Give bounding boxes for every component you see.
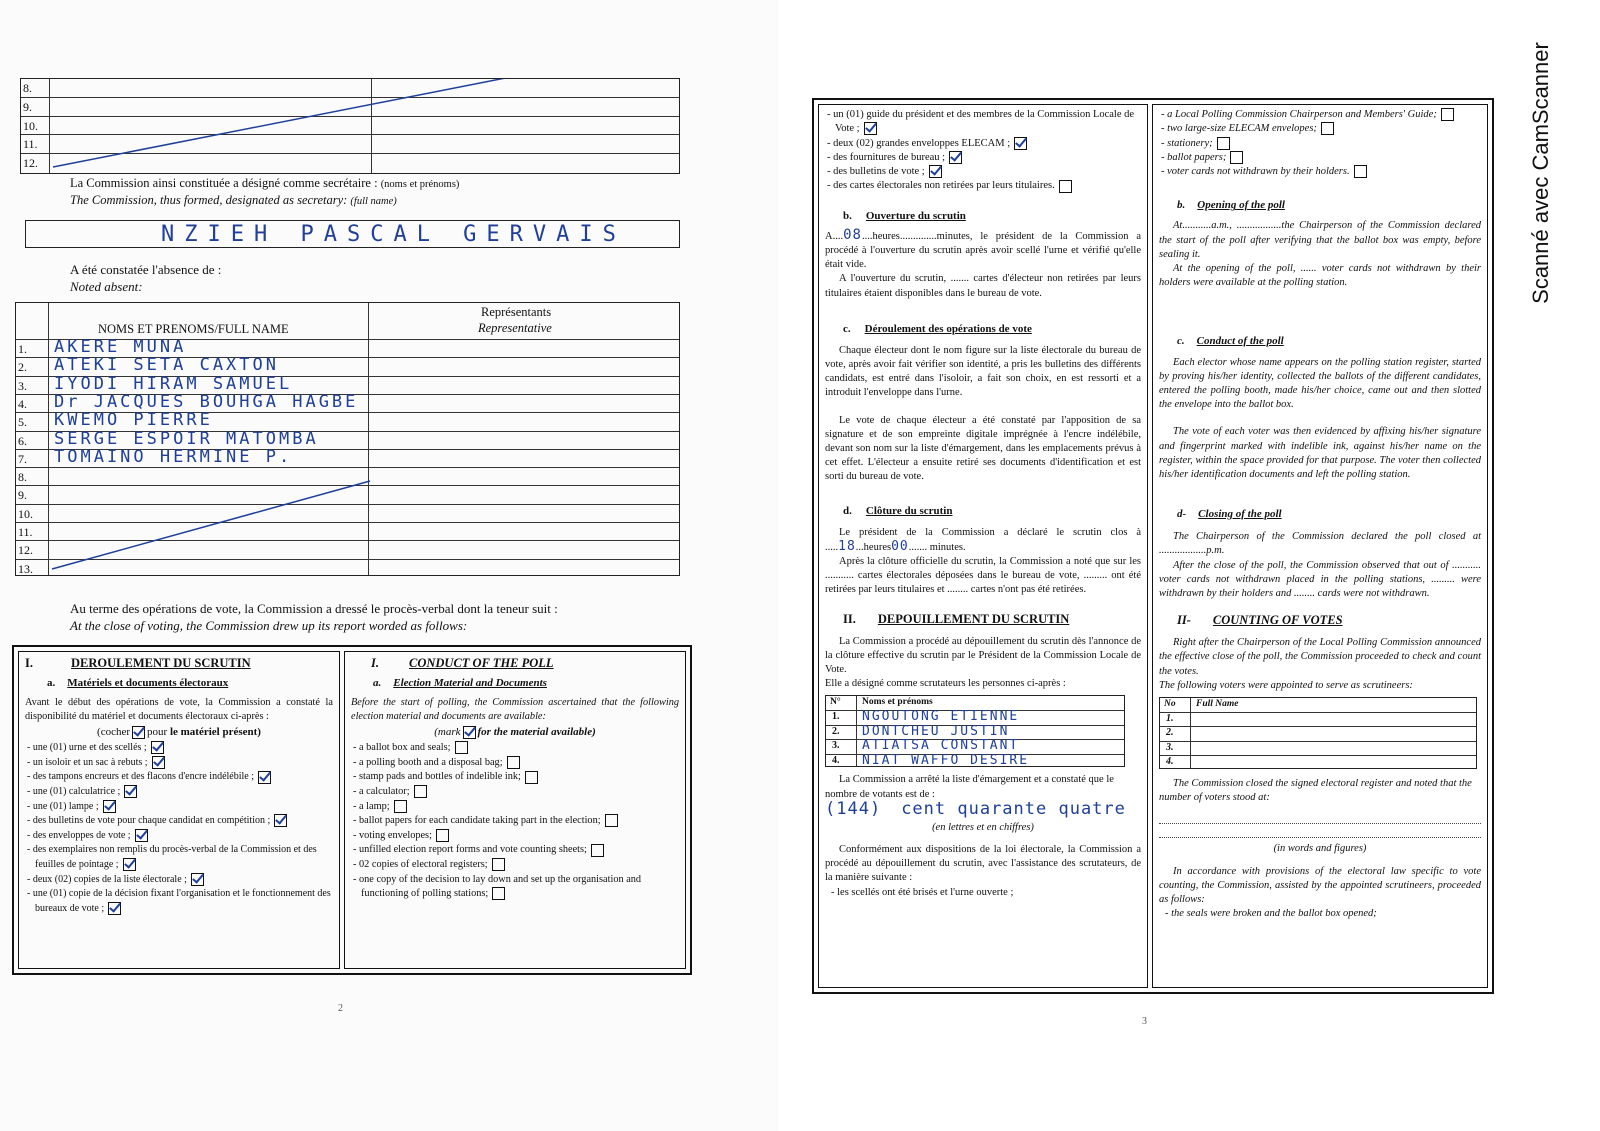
right-page	[790, 0, 1560, 1131]
row-number: 4.	[18, 396, 27, 411]
checklist-item-label: - a polling booth and a disposal bag;	[353, 756, 503, 768]
checklist-item	[351, 858, 679, 873]
checkbox[interactable]	[1441, 108, 1454, 121]
left-page	[0, 0, 778, 1131]
checklist-item-label: - ballot papers for each candidate taking part in the election;	[353, 815, 601, 827]
row-number: 1.	[18, 342, 27, 356]
checkbox[interactable]	[151, 741, 164, 754]
fr-words-note: (en lettres et en chiffres)	[932, 821, 1034, 833]
table-row	[826, 754, 1124, 769]
fr-counting-p3: La Commission a arrêté la liste d'émargement et a constaté que le nombre de votants est de :	[825, 774, 1114, 800]
strike-line	[21, 79, 681, 175]
absent-name: AKERE MUNA	[54, 337, 187, 357]
camscanner-watermark: Scanné avec CamScanner	[1528, 42, 1553, 304]
scrutineer-name: NIAT WAFFO DESIRE	[862, 752, 1030, 768]
checklist-item	[825, 108, 1141, 137]
checklist-item-label: - deux (02) copies de la liste électorale ;	[27, 873, 187, 885]
checkbox[interactable]	[123, 858, 136, 871]
en-counting-p3: The Commission closed the signed electoral register and noted that the number of voters stood at:	[1159, 777, 1472, 804]
row-number: 8.	[23, 81, 32, 95]
report-intro-en: At the close of voting, the Commission drew up its report worded as follows:	[70, 618, 468, 633]
secretary-label-en: The Commission, thus formed, designated as secretary: (full name)	[70, 193, 397, 207]
table-row	[1160, 712, 1476, 727]
en-intro: Before the start of polling, the Commission ascertained that the following election material and documents are available:	[351, 697, 679, 722]
checklist-item	[351, 741, 679, 756]
checklist-item	[351, 814, 679, 829]
checkbox[interactable]	[103, 800, 116, 813]
absent-table	[15, 302, 680, 576]
checklist-item-label: - ballot papers;	[1161, 151, 1227, 163]
checklist-item	[1159, 122, 1481, 136]
checklist-item-label: - des fournitures de bureau ;	[827, 151, 946, 163]
checkbox[interactable]	[394, 800, 407, 813]
checklist-item-label: - des bulletins de vote ;	[827, 166, 925, 178]
checklist-item	[1159, 108, 1481, 122]
checkbox-sample	[463, 726, 476, 739]
absent-name: ATEKI SETA CAXTON	[54, 355, 279, 376]
checkbox[interactable]	[152, 756, 165, 769]
checklist-item-label: - une (01) copie de la décision fixant l'organisation et le fonctionnement des bureaux de vote ;	[27, 888, 331, 914]
scrutineer-name: ATIATSA CONSTANT	[862, 738, 1020, 754]
row-number: 8.	[18, 470, 27, 485]
fr-opening-p2: A l'ouverture du scrutin, ....... cartes d'électeur non retirées par leurs titulaires étaient disponibles dans le bureau de vote.	[825, 273, 1141, 299]
table-row	[1160, 741, 1476, 756]
checklist-item	[351, 829, 679, 844]
page-number-right: 3	[1142, 1016, 1147, 1027]
checklist-item	[25, 814, 333, 829]
conduct-fr-column: I. DEROULEMENT DU SCRUTIN a. Matériels et documents électoraux Avant le début des opérations de vote, la Commission a constaté la disponibilité du matériel et documents électoraux ci-après : (cocher pour le matériel présent) - une (01) urne et des scellés ; - un isoloir et un sac à rebuts ; - des tampons encreurs et des flacons d'encre indélébile ; - une (01) calculatrice ; - une (01) lampe ; - des bulletins de vote pour chaque candidat en compétition ; - des enveloppes de vote ; - des exemplaires non remplis du procès-verbal de la Commission et des feuilles de pointage ; - deux (02) copies de la liste électorale ; - une (01) copie de la décision fixant l'organisation et le fonctionnement des bureaux de vote ;	[18, 651, 340, 969]
fr-counting-p1: La Commission a procédé au dépouillement du scrutin dès l'annonce de la clôture effective du scrutin par le Président de la Commission Locale de Vote.	[825, 635, 1141, 676]
checkbox[interactable]	[525, 771, 538, 784]
checklist-item-label: - des exemplaires non remplis du procès-verbal de la Commission et des feuilles de pointage ;	[27, 844, 317, 870]
checklist-item	[25, 741, 333, 756]
fr-closing-p2: Après la clôture officielle du scrutin, la Commission a noté que sur les ........... cartes électorales déposées dans le bureau de vote, ......... ont été retirées par leurs titulaires et ........ cartes n'ont pas été retirées.	[825, 556, 1141, 596]
absent-label-fr: A été constatée l'absence de :	[70, 262, 222, 277]
row-number: 2.	[1166, 727, 1174, 739]
row-number: 9.	[18, 488, 27, 503]
checkbox[interactable]	[108, 902, 121, 915]
en-closing-p2: After the close of the poll, the Commission observed that out of ........... voter cards not withdrawn placed in the polling stations, ......... were withdrawn by their holders and ........ cards were not withdrawn.	[1159, 559, 1481, 599]
checkbox-sample	[132, 726, 145, 739]
checklist-item-label: - des bulletins de vote pour chaque candidat en compétition ;	[27, 815, 271, 827]
checklist-item-label: - unfilled election report forms and vote counting sheets;	[353, 844, 587, 856]
fr-counting-last: - les scellés ont été brisés et l'urne ouverte ;	[831, 886, 1014, 898]
conduct-box	[12, 645, 692, 975]
checklist-item	[825, 151, 1141, 165]
checkbox[interactable]	[135, 829, 148, 842]
absent-name: KWEMO PIERRE	[54, 410, 213, 431]
row-number: 2.	[832, 725, 840, 737]
checklist-item-label: - stamp pads and bottles of indelible ink;	[353, 771, 521, 783]
checklist-item-label: - deux (02) grandes enveloppes ELECAM ;	[827, 137, 1011, 149]
checkbox[interactable]	[929, 165, 942, 178]
checklist-item	[25, 785, 333, 800]
row-number: 3.	[1166, 741, 1174, 753]
checklist-item-label: - a ballot box and seals;	[353, 742, 451, 754]
checklist-item-label: - two large-size ELECAM envelopes;	[1161, 123, 1317, 135]
section-title-fr: DEROULEMENT DU SCRUTIN	[71, 656, 251, 670]
absent-header-rep-fr: Représentants	[481, 305, 552, 319]
checklist-item-label: - un isoloir et un sac à rebuts ;	[27, 756, 148, 768]
en-closing-p1: The Chairperson of the Commission declared the poll closed at ..................p.m.	[1159, 531, 1481, 557]
row-number: 12.	[18, 543, 33, 558]
checklist-item	[25, 770, 333, 785]
scrutineer-name: DONTCHEU JUSTIN	[862, 723, 1010, 739]
checklist-item	[351, 756, 679, 771]
fr-closing-p1: Le président de la Commission a déclaré le scrutin clos à .....18...heures00....... minutes.	[825, 526, 1141, 554]
checklist-item-label: - des tampons encreurs et des flacons d'encre indélébile ;	[27, 771, 254, 783]
checkbox[interactable]	[274, 814, 287, 827]
absent-label-en: Noted absent:	[70, 279, 143, 294]
checkbox[interactable]	[436, 829, 449, 842]
voters-words: cent quarante quatre	[901, 798, 1126, 819]
checkbox[interactable]	[191, 873, 204, 886]
absent-header-rep-en: Representative	[478, 321, 552, 335]
checklist-item	[25, 800, 333, 815]
fr-scrutineers-table: N° Noms et prénoms 1. NGOUTONG ETIENNE 2. DONTCHEU JUSTIN 3. ATIATSA CONSTANT 4. NIAT WAFFO DESIRE	[825, 695, 1125, 767]
fr-voters-count	[825, 800, 1141, 819]
absent-name: TOMAINO HERMINE P.	[54, 446, 293, 467]
right-box	[812, 98, 1494, 994]
row-number: 10.	[18, 506, 33, 521]
checklist-item	[351, 800, 679, 815]
en-opening-p2: At the opening of the poll, ...... voter cards not withdrawn by their holders were available at the polling station.	[1159, 263, 1481, 289]
row-number: 4.	[832, 754, 840, 766]
en-words-note: (in words and figures)	[1273, 843, 1367, 855]
fr-mark-line: (cocher pour le matériel présent)	[97, 726, 261, 738]
checklist-item	[25, 887, 333, 916]
dotted-line	[1159, 836, 1481, 838]
row-number: 6.	[18, 433, 27, 448]
checklist-item	[351, 873, 679, 902]
checkbox[interactable]	[1059, 180, 1072, 193]
checklist-item	[25, 873, 333, 888]
fr-counting-p4: Conformément aux dispositions de la loi électorale, la Commission a procédé au dépouillement du scrutin, avec l'assistance des scrutateurs, de la manière suivante :	[825, 844, 1141, 884]
en-opening-p1: At...........a.m., .................the Chairperson of the Commission declared the start of the poll after verifying that the ballot box was empty, before sealing it.	[1159, 220, 1481, 260]
scrutineer-name: NGOUTONG ETIENNE	[862, 709, 1020, 725]
fr-conduct-p1: Chaque électeur dont le nom figure sur la liste électorale du bureau de vote, après avoir fait vérifier son identité, a pris les bulletins des différents candidats, est entré dans l'isoloir, a fait son choix, en est ressorti et a introduit l'enveloppe dans l'urne.	[825, 344, 1141, 399]
row-number: 3.	[832, 740, 840, 752]
right-en-column: - a Local Polling Commission Chairperson and Members' Guide; - two large-size ELECAM envelopes; - stationery; - ballot papers; - voter cards not withdrawn by their holders. b. Opening of the poll At...........a.m., .................the Chairperson of the Commission declared the start of the poll after verifying that the ballot box was empty, before sealing it. At the opening of the poll, ...... voter cards not withdrawn by their holders were available at the polling station. c. Conduct of the poll Each elector whose name appears on the polling station register, started by proving his/her identity, collected the ballots of the different candidates, entered the polling booth, made his/her choice, came out and then slotted the envelope into the ballot box. The vote of each voter was then evidenced by affixing his/her signature and fingerprint marked with indelible ink, against his/her name on the register, within the space provided for that purpose. The voter then collected his/her identification documents and left the polling station. d- Closing of the poll The Chairperson of the Commission declared the poll closed at ..................p.m. After the close of the poll, the Commission observed that out of ........... voter cards not withdrawn placed in the polling stations, ......... were withdrawn by their holders and ........ cards were not withdrawn. II- COUNTING OF VOTES Right after the Chairperson of the Local Polling Commission announced the effective close of the poll, the Commission proceeded to check and count the votes. The following voters were appointed to serve as scrutineers: No Full Name 1. 2. 3. 4. The Commission closed the signed electoral register and noted that the number of voters stood at: (in words and figures) In accordance with provisions of the electoral law specific to vote counting, the Commission, assisted by the appointed scrutineers, proceeded as follows: - the seals were broken and the ballot box opened;	[1152, 104, 1488, 988]
row-number: 13.	[18, 561, 33, 576]
checkbox[interactable]	[258, 771, 271, 784]
table-row	[1160, 726, 1476, 741]
secretary-label-fr: La Commission ainsi constituée a désigné comme secrétaire : (noms et prénoms)	[70, 176, 460, 190]
dotted-line	[1159, 815, 1481, 824]
fr-intro: Avant le début des opérations de vote, la Commission a constaté la disponibilité du matériel et documents électoraux ci-après :	[25, 697, 333, 722]
checklist-item	[825, 137, 1141, 151]
row-number: 11.	[18, 525, 33, 539]
en-counting-p1: Right after the Chairperson of the Local Polling Commission announced the effective close of the poll, the Commission proceeded to check and count the votes.	[1159, 637, 1481, 677]
secretary-box	[25, 220, 680, 248]
en-counting-p4: In accordance with provisions of the electoral law specific to vote counting, the Commission, assisted by the appointed scrutineers, proceeded as follows:	[1159, 865, 1481, 905]
checklist-item	[25, 756, 333, 771]
checkbox[interactable]	[507, 756, 520, 769]
checklist-item-label: - a Local Polling Commission Chairperson and Members' Guide;	[1161, 109, 1437, 120]
row-number: 1.	[1166, 712, 1174, 724]
checkbox[interactable]	[492, 887, 505, 900]
checkbox[interactable]	[1014, 137, 1027, 150]
row-number: 10.	[23, 118, 38, 133]
checkbox[interactable]	[591, 844, 604, 857]
checkbox[interactable]	[1217, 137, 1230, 150]
checklist-item	[1159, 165, 1481, 179]
checkbox[interactable]	[1230, 151, 1243, 164]
absent-name: Dr JACQUES BOUHGA HAGBE	[54, 391, 359, 412]
table-row	[1160, 755, 1476, 770]
checklist-item-label: - des cartes électorales non retirées par leurs titulaires.	[827, 180, 1055, 192]
checklist-item-label: - one copy of the decision to lay down and set up the organisation and functioning of polling stations;	[353, 873, 642, 900]
checkbox[interactable]	[1354, 165, 1367, 178]
checkbox[interactable]	[864, 122, 877, 135]
checklist-item	[825, 179, 1141, 193]
row-number: 9.	[23, 100, 32, 115]
row-number: 4.	[1166, 756, 1174, 768]
strike-line	[16, 303, 681, 577]
checklist-item-label: - a calculator;	[353, 785, 410, 797]
en-counting-last: - the seals were broken and the ballot box opened;	[1165, 908, 1377, 920]
checklist-item-label: - des enveloppes de vote ;	[27, 829, 131, 841]
checklist-item	[351, 785, 679, 800]
fr-counting-p2: Elle a désigné comme scrutateurs les personnes ci-après :	[825, 678, 1066, 690]
checklist-item-label: - une (01) lampe ;	[27, 800, 99, 812]
en-counting-p2: The following voters were appointed to serve as scrutineers:	[1159, 679, 1413, 691]
absent-name: SERGE ESPOIR MATOMBA	[54, 428, 319, 449]
row-number: 1.	[832, 711, 840, 723]
en-mark-line: (mark for the material available)	[434, 726, 596, 738]
en-scrutineers-table: No Full Name 1. 2. 3. 4.	[1159, 697, 1477, 769]
checklist-item-label: - une (01) calculatrice ;	[27, 785, 121, 797]
checklist-item	[1159, 137, 1481, 151]
checkbox[interactable]	[455, 741, 468, 754]
right-fr-column: - un (01) guide du président et des membres de la Commission Locale de Vote ; - deux (02) grandes enveloppes ELECAM ; - des fournitures de bureau ; - des bulletins de vote ; - des cartes électorales non retirées par leurs titulaires. b. Ouverture du scrutin A....08....heures..............minutes, le président de la Commission a procédé à l'ouverture du scrutin après avoir scellé l'urne et vérifié qu'elle était vide. A l'ouverture du scrutin, ....... cartes d'électeur non retirées par leurs titulaires étaient disponibles dans le bureau de vote. c. Déroulement des opérations de vote Chaque électeur dont le nom figure sur la liste électorale du bureau de vote, après avoir fait vérifier son identité, a pris les bulletins des différents candidats, est entré dans l'isoloir, a fait son choix, en est ressorti et a introduit l'enveloppe dans l'urne. Le vote de chaque électeur a été constaté par l'apposition de sa signature et de son empreinte digitale imprégnée à l'encre indélébile, devant son nom sur la liste d'émargement, dans les emplacements prévus à cet effet. L'électeur a ensuite retiré ses documents d'identification et est sorti du bureau de vote. d. Clôture du scrutin Le président de la Commission a déclaré le scrutin clos à .....18...heures00....... minutes. Après la clôture officielle du scrutin, la Commission a noté que sur les ........... cartes électorales déposées dans le bureau de vote, ......... ont été retirées par leurs titulaires et ........ cartes n'ont pas été retirées. II. DEPOUILLEMENT DU SCRUTIN La Commission a procédé au dépouillement du scrutin dès l'annonce de la clôture effective du scrutin par le Président de la Commission Locale de Vote. Elle a désigné comme scrutateurs les personnes ci-après : N° Noms et prénoms 1. NGOUTONG ETIENNE 2. DONTCHEU JUSTIN 3. ATIATSA CONSTANT 4. NIAT WAFFO DESIRE La Commission a arrêté la liste d'émargement et a constaté que le nombre de votants est de : (144) cent quarante quatre (en lettres et en chiffres) Conformément aux dispositions de la loi électorale, la Commission a procédé au dépouillement du scrutin, avec l'assistance des scrutateurs, de la manière suivante : - les scellés ont été brisés et l'urne ouverte ;	[818, 104, 1148, 988]
checklist-item	[351, 770, 679, 785]
checklist-item-label: - voter cards not withdrawn by their holders.	[1161, 166, 1350, 178]
checklist-item	[25, 843, 333, 872]
voters-figure: (144)	[825, 798, 882, 819]
row-number: 7.	[18, 451, 27, 466]
checklist-item-label: - une (01) urne et des scellés ;	[27, 742, 147, 754]
checklist-item	[351, 843, 679, 858]
row-number: 11.	[23, 137, 38, 152]
checklist-item	[825, 165, 1141, 179]
en-conduct-p2: The vote of each voter was then evidenced by affixing his/her signature and fingerprint marked with indelible ink, against his/her name on the register, within the space provided for that purpose. The voter then collected his/her identification documents and left the polling station.	[1159, 426, 1481, 480]
en-conduct-p1: Each elector whose name appears on the polling station register, started by proving his/her identity, collected the ballots of the different candidates, entered the polling booth, made his/her choice, came out and then slotted the envelope into the ballot box.	[1159, 356, 1481, 411]
row-number: 12.	[23, 155, 38, 170]
fr-conduct-p2: Le vote de chaque électeur a été constaté par l'apposition de sa signature et de son empreinte digitale imprégnée à l'encre indélébile, devant son nom sur la liste d'émargement, dans les emplacements prévus à cet effet. L'électeur a ensuite retiré ses documents d'identification et est sorti du bureau de vote.	[825, 414, 1141, 483]
checklist-item	[1159, 151, 1481, 165]
checklist-item-label: - stationery;	[1161, 137, 1213, 149]
fr-opening-p1: A....08....heures..............minutes, le président de la Commission a procédé à l'ouverture du scrutin après avoir scellé l'urne et vérifié qu'elle était vide.	[825, 226, 1141, 271]
checklist-item-label: - 02 copies of electoral registers;	[353, 858, 488, 870]
checkbox[interactable]	[949, 151, 962, 164]
checkbox[interactable]	[414, 785, 427, 798]
page-number-left: 2	[338, 1003, 343, 1014]
absent-name: IYODI HIRAM SAMUEL	[54, 373, 293, 394]
absent-header-name: NOMS ET PRENOMS/FULL NAME	[98, 322, 289, 336]
section-title-en: CONDUCT OF THE POLL	[409, 656, 554, 670]
checkbox[interactable]	[1321, 122, 1334, 135]
checkbox[interactable]	[605, 814, 618, 827]
checkbox[interactable]	[492, 858, 505, 871]
checkbox[interactable]	[124, 785, 137, 798]
report-intro-fr: Au terme des opérations de vote, la Commission a dressé le procès-verbal dont la teneur suit :	[70, 601, 558, 616]
checklist-item-label: - a lamp;	[353, 800, 390, 812]
row-number: 5.	[18, 415, 27, 430]
checklist-item	[25, 829, 333, 844]
members-table-continued	[20, 78, 680, 174]
checklist-item-label: - un (01) guide du président et des membres de la Commission Locale de Vote ;	[827, 109, 1135, 135]
secretary-name: NZIEH PASCAL GERVAIS	[161, 222, 626, 247]
row-number: 3.	[18, 378, 27, 393]
row-number: 2.	[18, 360, 27, 375]
conduct-en-column: I. CONDUCT OF THE POLL a. Election Material and Documents Before the start of polling, the Commission ascertained that the following election material and documents are available: (mark for the material available) - a ballot box and seals; - a polling booth and a disposal bag; - stamp pads and bottles of indelible ink; - a calculator; - a lamp; - ballot papers for each candidate taking part in the election; - voting envelopes; - unfilled election report forms and vote counting sheets; - 02 copies of electoral registers; - one copy of the decision to lay down and set up the organisation and functioning of polling stations;	[344, 651, 686, 969]
checklist-item-label: - voting envelopes;	[353, 829, 432, 841]
